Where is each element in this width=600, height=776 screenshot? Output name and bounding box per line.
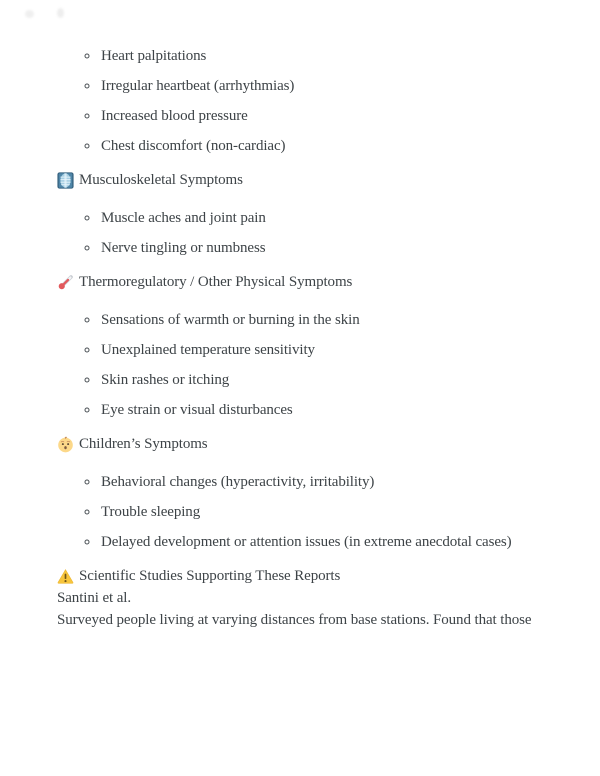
- warning-icon: [57, 568, 74, 585]
- thermometer-icon: [57, 274, 74, 291]
- symptom-item: ◦ Delayed development or attention issues (in extreme anecdotal cases): [100, 531, 543, 553]
- section-title: Thermoregulatory / Other Physical Symptoms: [79, 274, 353, 290]
- section-heading: [57, 169, 543, 191]
- symptom-item: ◦ Eye strain or visual disturbances: [100, 399, 543, 421]
- symptom-section: [57, 565, 543, 631]
- scroll-artifact-mark: [25, 10, 34, 18]
- section-title: Musculoskeletal Symptoms: [79, 172, 243, 188]
- symptom-item: ◦ Sensations of warmth or burning in the skin: [100, 309, 543, 331]
- baby-face-icon: [57, 436, 74, 453]
- paragraph-line: Santini et al.: [57, 590, 132, 606]
- x-ray-icon: [57, 172, 74, 189]
- symptom-item: ◦ Skin rashes or itching: [100, 369, 543, 391]
- symptom-section: [57, 169, 543, 259]
- symptom-item: ◦ Heart palpitations: [100, 45, 543, 67]
- symptom-item: ◦ Increased blood pressure: [100, 105, 543, 127]
- symptom-item: ◦ Behavioral changes (hyperactivity, irritability): [100, 471, 543, 493]
- symptom-item: ◦ Trouble sleeping: [100, 501, 543, 523]
- symptom-item: ◦ Chest discomfort (non-cardiac): [100, 135, 543, 157]
- symptom-section: [57, 271, 543, 421]
- symptom-section: [57, 433, 543, 553]
- symptom-list: [57, 471, 543, 553]
- symptom-item: ◦ Irregular heartbeat (arrhythmias): [100, 75, 543, 97]
- symptom-list: [57, 309, 543, 421]
- section-heading: [57, 565, 543, 587]
- scroll-artifact-mark: [57, 8, 64, 18]
- section-title: Scientific Studies Supporting These Reports: [79, 568, 341, 584]
- paragraph-line: Surveyed people living at varying distances from base stations. Found that those: [57, 612, 532, 628]
- section-heading: [57, 271, 543, 293]
- symptom-item: ◦ Unexplained temperature sensitivity: [100, 339, 543, 361]
- symptom-list: [57, 45, 543, 157]
- symptom-list: [57, 207, 543, 259]
- symptom-section: [57, 45, 543, 157]
- symptom-item: ◦ Muscle aches and joint pain: [100, 207, 543, 229]
- symptom-item: ◦ Nerve tingling or numbness: [100, 237, 543, 259]
- section-heading: [57, 433, 543, 455]
- section-title: Children’s Symptoms: [79, 436, 208, 452]
